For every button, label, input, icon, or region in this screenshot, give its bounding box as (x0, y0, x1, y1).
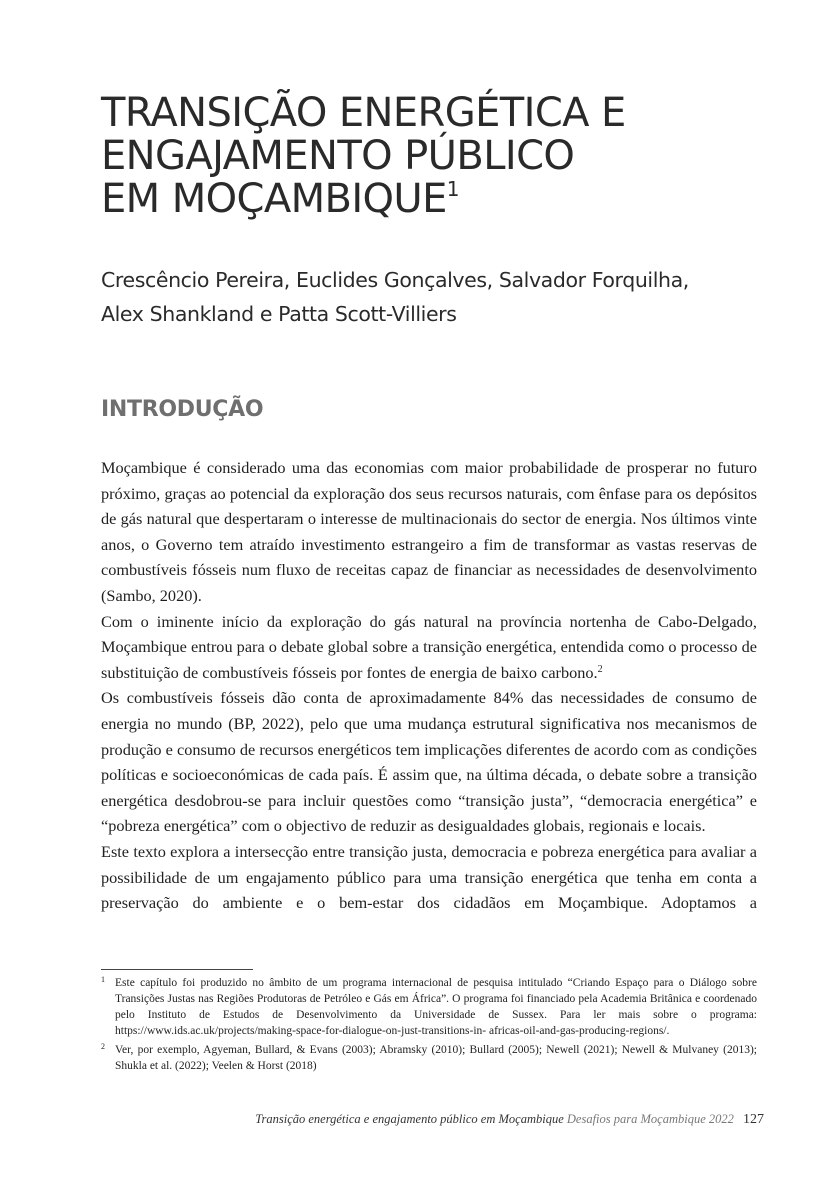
footnote-2-text: Ver, por exemplo, Agyeman, Bullard, & Evans (2003); Abramsky (2010); Bullard (2005); Newell (2021); Newell & Mulvaney (2013); Shukla et al. (2022); Veelen & Horst (2018) (115, 1044, 757, 1072)
footnote-divider (101, 969, 253, 970)
title-line-1: TRANSIÇÃO ENERGÉTICA E (101, 90, 626, 136)
chapter-title (101, 92, 761, 221)
footer-series-title: Desafios para Moçambique 2022 (566, 1112, 734, 1126)
author-line-1: Crescêncio Pereira, Euclides Gonçalves, Salvador Forquilha, (101, 268, 689, 292)
paragraph-2-text: Com o iminente início da exploração do gás natural na província nortenha de Cabo-Delgado, Moçambique entrou para o debate global sobre a transição energética, entendida como o processo de substituição de combustíveis fósseis por fontes de energia de baixo carbono. (101, 611, 757, 682)
footnote-1-number: 1 (101, 975, 105, 984)
paragraph-4-text: Este texto explora a intersecção entre transição justa, democracia e pobreza energética para avaliar a possibilidade de um engajamento público para uma transição energética que tenha em conta a preservação do ambiente e o bem-estar dos cidadãos em Moçambique. Adoptamos a (101, 841, 757, 913)
author-list (101, 263, 781, 331)
paragraph-3-text: Os combustíveis fósseis dão conta de aproximadamente 84% das necessidades de consumo de energia no mundo (BP, 2022), pelo que uma mudança estrutural significativa nos mecanismos de produção e consumo de recursos energéticos tem implicações diferentes de acordo com as condições políticas e socioeconómicas de cada país. É assim que, na última década, o debate sobre a transição energética desdobrou-se para incluir questões como “transição justa”, “democracia energética” e “pobreza energética” com o objectivo de reduzir as desigualdades globais, regionais e locais. (101, 688, 757, 836)
footnotes (101, 975, 757, 1077)
footer-chapter-title: Transição energética e engajamento público em Moçambique (255, 1112, 564, 1126)
body-text (101, 455, 757, 916)
title-line-2: ENGAJAMENTO PÚBLICO (101, 133, 575, 179)
section-heading: INTRODUÇÃO (101, 397, 264, 422)
page-number: 127 (743, 1112, 764, 1127)
footnote-2 (101, 1042, 757, 1074)
title-footnote-ref[interactable]: 1 (446, 177, 459, 201)
title-line-3-text: EM MOÇAMBIQUE (101, 176, 447, 222)
footnote-1 (101, 975, 757, 1039)
paragraph-1-text: Moçambique é considerado uma das economias com maior probabilidade de prosperar no futuro próximo, graças ao potencial da exploração dos seus recursos naturais, com ênfase para os depósitos de gás natural que despertaram o interesse de multinacionais do sector de energia. Nos últimos vinte anos, o Governo tem atraído investimento estrangeiro a fim de transformar as vastas reservas de combustíveis fósseis num fluxo de receitas capaz de financiar as necessidades de desenvolvimento (Sambo, 2020). (101, 458, 757, 605)
footnote-2-number: 2 (101, 1042, 105, 1051)
author-line-2: Alex Shankland e Patta Scott-Villiers (101, 302, 457, 326)
paragraph-1 (101, 455, 757, 609)
title-line-3 (101, 178, 761, 221)
paragraph-4 (101, 839, 757, 916)
footnote-ref-2[interactable]: 2 (597, 663, 603, 675)
page-footer (255, 1112, 764, 1128)
footnote-1-text: Este capítulo foi produzido no âmbito de um programa internacional de pesquisa intitulado “Criando Espaço para o Diálogo sobre Transições Justas nas Regiões Produtoras de Petróleo e Gás em África”. O programa foi financiado pela Academia Britânica e coordenado pelo Instituto de Estudos de Desenvolvimento da Universidade de Sussex. Para ler mais sobre o programa: https://www.ids.ac.uk/projects/making-space-for-dialogue-on-just-transitions-in- africas-oil-and-gas-producing-regions/. (115, 977, 757, 1037)
paragraph-2 (101, 609, 757, 686)
paragraph-3 (101, 685, 757, 839)
